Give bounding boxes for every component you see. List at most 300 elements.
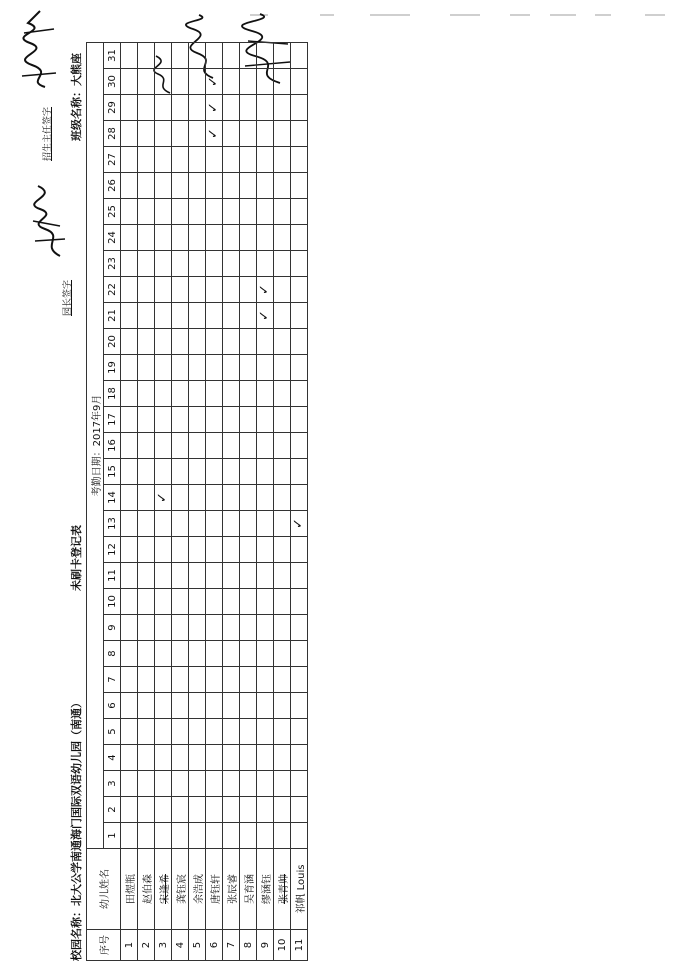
day-cell <box>121 173 138 199</box>
day-cell <box>240 303 257 329</box>
day-cell <box>189 355 206 381</box>
row-seq: 6 <box>206 930 223 961</box>
day-header: 14 <box>104 485 121 511</box>
day-cell <box>291 615 308 641</box>
day-header: 12 <box>104 537 121 563</box>
child-name: 唐钰轩 <box>206 849 223 930</box>
day-cell <box>291 537 308 563</box>
day-cell <box>155 95 172 121</box>
day-cell <box>172 719 189 745</box>
day-cell <box>189 459 206 485</box>
day-cell <box>223 563 240 589</box>
check-mark: ✓ <box>291 518 306 529</box>
day-cell <box>138 381 155 407</box>
day-cell <box>155 381 172 407</box>
day-cell <box>172 823 189 849</box>
day-cell <box>291 745 308 771</box>
day-cell <box>121 433 138 459</box>
child-name: 张青帅 <box>274 849 291 930</box>
day-cell <box>155 121 172 147</box>
day-cell <box>274 69 291 95</box>
day-cell <box>121 693 138 719</box>
day-cell <box>189 771 206 797</box>
day-cell <box>240 355 257 381</box>
row-seq: 2 <box>138 930 155 961</box>
day-cell <box>274 407 291 433</box>
day-cell <box>206 589 223 615</box>
table-row <box>172 43 189 961</box>
day-cell <box>291 199 308 225</box>
day-cell <box>274 251 291 277</box>
day-cell <box>155 667 172 693</box>
day-cell <box>223 199 240 225</box>
day-cell <box>240 719 257 745</box>
row-seq: 11 <box>291 930 308 961</box>
day-cell <box>257 433 274 459</box>
day-cell <box>240 511 257 537</box>
day-cell <box>223 641 240 667</box>
day-cell <box>274 797 291 823</box>
day-cell <box>121 95 138 121</box>
child-name: 赵伯森 <box>138 849 155 930</box>
day-cell <box>240 693 257 719</box>
day-cell <box>138 745 155 771</box>
day-cell <box>121 667 138 693</box>
header-row <box>87 43 104 961</box>
day-cell <box>138 225 155 251</box>
day-cell <box>189 251 206 277</box>
day-cell <box>138 823 155 849</box>
day-cell <box>291 719 308 745</box>
seq-header: 序号 <box>87 930 121 961</box>
day-cell <box>257 95 274 121</box>
day-cell <box>274 303 291 329</box>
day-cell <box>138 199 155 225</box>
day-cell <box>206 641 223 667</box>
check-mark: ✓ <box>257 310 272 321</box>
day-cell <box>172 433 189 459</box>
day-cell <box>257 693 274 719</box>
day-cell <box>206 797 223 823</box>
day-cell <box>121 407 138 433</box>
day-cell <box>138 589 155 615</box>
day-cell <box>172 667 189 693</box>
day-cell-checked <box>257 303 274 329</box>
day-cell <box>240 199 257 225</box>
day-cell <box>138 537 155 563</box>
day-cell <box>121 121 138 147</box>
day-cell <box>172 407 189 433</box>
day-header: 28 <box>104 121 121 147</box>
day-cell <box>274 225 291 251</box>
day-cell <box>189 43 206 69</box>
day-cell <box>223 225 240 251</box>
day-cell <box>291 459 308 485</box>
day-cell <box>257 589 274 615</box>
day-cell <box>257 667 274 693</box>
day-cell <box>206 407 223 433</box>
day-header: 11 <box>104 563 121 589</box>
day-cell <box>274 381 291 407</box>
row-seq: 1 <box>121 930 138 961</box>
day-header: 9 <box>104 615 121 641</box>
day-cell <box>172 641 189 667</box>
day-cell <box>189 511 206 537</box>
day-cell <box>223 511 240 537</box>
day-cell <box>223 69 240 95</box>
day-cell <box>155 199 172 225</box>
day-cell <box>257 147 274 173</box>
day-header: 23 <box>104 251 121 277</box>
day-cell <box>257 355 274 381</box>
admissions-signature <box>20 6 60 91</box>
day-cell <box>240 95 257 121</box>
day-cell <box>223 355 240 381</box>
day-cell <box>257 251 274 277</box>
day-cell <box>189 719 206 745</box>
day-cell <box>155 43 172 69</box>
check-mark: ✓ <box>206 102 221 113</box>
day-cell <box>172 589 189 615</box>
day-cell <box>206 745 223 771</box>
day-cell <box>257 121 274 147</box>
day-cell <box>189 95 206 121</box>
day-cell <box>189 329 206 355</box>
day-cell <box>206 511 223 537</box>
day-cell <box>223 147 240 173</box>
day-cell <box>223 771 240 797</box>
admissions-sign-label: 招生主任签字 <box>43 106 53 161</box>
day-cell <box>172 485 189 511</box>
day-cell <box>274 771 291 797</box>
day-cell <box>206 355 223 381</box>
table-row <box>189 43 206 961</box>
day-cell <box>155 511 172 537</box>
day-cell <box>155 641 172 667</box>
day-cell <box>189 381 206 407</box>
child-name: 田煜瓶 <box>121 849 138 930</box>
day-cell <box>121 745 138 771</box>
date-label: 考勤日期：2017年9月 <box>87 43 104 849</box>
day-cell <box>257 563 274 589</box>
form-title: 未刷卡登记表 <box>70 525 83 591</box>
day-cell <box>257 329 274 355</box>
day-cell <box>291 355 308 381</box>
day-cell <box>240 485 257 511</box>
day-cell <box>274 199 291 225</box>
day-cell <box>240 589 257 615</box>
day-header: 29 <box>104 95 121 121</box>
row-seq: 9 <box>257 930 274 961</box>
day-cell <box>138 69 155 95</box>
day-cell <box>240 173 257 199</box>
day-cell <box>257 69 274 95</box>
day-cell <box>121 199 138 225</box>
day-cell <box>155 329 172 355</box>
day-cell-checked <box>206 95 223 121</box>
day-cell <box>291 381 308 407</box>
day-cell <box>206 693 223 719</box>
day-cell <box>189 563 206 589</box>
day-header: 1 <box>104 823 121 849</box>
day-cell <box>138 147 155 173</box>
day-cell <box>257 459 274 485</box>
day-cell <box>189 615 206 641</box>
check-mark: ✓ <box>155 492 170 503</box>
day-cell <box>172 355 189 381</box>
day-cell <box>189 589 206 615</box>
day-cell <box>257 485 274 511</box>
day-cell <box>121 485 138 511</box>
day-cell <box>223 303 240 329</box>
day-cell <box>223 745 240 771</box>
day-header: 31 <box>104 43 121 69</box>
table-row <box>223 43 240 961</box>
day-cell-checked <box>257 277 274 303</box>
day-cell <box>206 251 223 277</box>
day-cell <box>240 459 257 485</box>
day-cell <box>240 381 257 407</box>
day-cell-checked <box>155 485 172 511</box>
day-header: 3 <box>104 771 121 797</box>
child-name: 张辰睿 <box>223 849 240 930</box>
day-cell <box>257 771 274 797</box>
day-cell <box>155 251 172 277</box>
day-cell <box>240 771 257 797</box>
day-cell <box>172 329 189 355</box>
day-cell <box>206 615 223 641</box>
day-cell <box>206 225 223 251</box>
day-cell <box>138 277 155 303</box>
day-cell <box>121 251 138 277</box>
child-name: 祁帆 Louis <box>291 849 308 930</box>
table-row <box>121 43 138 961</box>
day-cell <box>138 667 155 693</box>
day-cell <box>291 277 308 303</box>
day-cell <box>240 563 257 589</box>
day-cell <box>189 173 206 199</box>
day-header: 13 <box>104 511 121 537</box>
day-cell <box>206 667 223 693</box>
day-cell <box>206 823 223 849</box>
class-name: 班级名称：大熊座 <box>70 53 83 141</box>
day-cell <box>155 173 172 199</box>
day-header: 27 <box>104 147 121 173</box>
day-cell <box>155 797 172 823</box>
day-cell <box>223 459 240 485</box>
day-cell <box>138 251 155 277</box>
day-cell <box>121 719 138 745</box>
day-cell <box>172 225 189 251</box>
day-cell <box>206 329 223 355</box>
row-seq: 5 <box>189 930 206 961</box>
day-cell <box>274 277 291 303</box>
row-seq: 3 <box>155 930 172 961</box>
day-cell <box>291 563 308 589</box>
day-cell <box>121 589 138 615</box>
day-cell <box>138 615 155 641</box>
day-cell <box>257 641 274 667</box>
day-cell <box>291 173 308 199</box>
day-cell <box>291 771 308 797</box>
day-cell <box>291 485 308 511</box>
day-cell <box>223 173 240 199</box>
day-cell <box>155 589 172 615</box>
row-seq: 8 <box>240 930 257 961</box>
day-cell <box>206 147 223 173</box>
day-header: 6 <box>104 693 121 719</box>
day-cell <box>291 407 308 433</box>
day-cell <box>274 667 291 693</box>
check-mark: ✓ <box>206 128 221 139</box>
principal-sign-label: 园长签字 <box>63 279 73 316</box>
day-cell <box>291 693 308 719</box>
table-row <box>155 43 172 961</box>
day-cell <box>223 277 240 303</box>
day-cell <box>121 303 138 329</box>
day-cell <box>257 537 274 563</box>
table-row <box>206 43 223 961</box>
day-cell <box>223 823 240 849</box>
day-cell <box>155 433 172 459</box>
day-cell <box>291 147 308 173</box>
day-cell <box>138 121 155 147</box>
principal-signature <box>30 181 70 261</box>
day-header: 26 <box>104 173 121 199</box>
day-cell <box>274 147 291 173</box>
day-cell <box>206 563 223 589</box>
day-cell <box>291 69 308 95</box>
day-cell <box>138 511 155 537</box>
day-cell <box>206 719 223 745</box>
day-cell <box>291 433 308 459</box>
day-header: 22 <box>104 277 121 303</box>
day-cell <box>291 251 308 277</box>
day-cell <box>138 693 155 719</box>
day-cell <box>138 407 155 433</box>
row-seq: 7 <box>223 930 240 961</box>
day-cell <box>189 485 206 511</box>
day-header: 20 <box>104 329 121 355</box>
day-cell <box>172 459 189 485</box>
day-cell <box>223 719 240 745</box>
day-cell <box>240 277 257 303</box>
day-cell <box>257 225 274 251</box>
day-cell <box>189 693 206 719</box>
day-cell <box>138 641 155 667</box>
day-cell <box>223 537 240 563</box>
day-cell <box>172 199 189 225</box>
day-cell <box>274 459 291 485</box>
day-cell <box>121 823 138 849</box>
child-name: 余浩成 <box>189 849 206 930</box>
day-header: 16 <box>104 433 121 459</box>
day-cell <box>291 589 308 615</box>
day-cell <box>206 771 223 797</box>
day-cell <box>274 823 291 849</box>
day-cell <box>274 329 291 355</box>
day-cell-checked <box>291 511 308 537</box>
day-cell <box>138 95 155 121</box>
day-cell <box>155 225 172 251</box>
day-cell <box>138 303 155 329</box>
day-cell <box>274 589 291 615</box>
day-cell <box>189 69 206 95</box>
day-cell <box>206 537 223 563</box>
day-cell <box>223 589 240 615</box>
day-cell <box>240 433 257 459</box>
day-cell <box>240 43 257 69</box>
day-cell <box>172 95 189 121</box>
day-header: 2 <box>104 797 121 823</box>
day-cell <box>155 745 172 771</box>
table-row <box>257 43 274 961</box>
day-cell <box>172 251 189 277</box>
day-cell <box>291 303 308 329</box>
day-cell <box>155 407 172 433</box>
day-cell <box>240 69 257 95</box>
day-cell <box>223 329 240 355</box>
day-cell <box>155 693 172 719</box>
day-header: 30 <box>104 69 121 95</box>
day-cell <box>189 537 206 563</box>
day-cell <box>274 719 291 745</box>
day-cell <box>189 225 206 251</box>
day-cell <box>172 121 189 147</box>
day-cell <box>223 797 240 823</box>
day-header: 8 <box>104 641 121 667</box>
day-cell <box>138 329 155 355</box>
day-cell <box>155 303 172 329</box>
day-cell <box>291 121 308 147</box>
table-row <box>138 43 155 961</box>
day-cell <box>274 511 291 537</box>
day-cell <box>189 667 206 693</box>
day-cell <box>274 641 291 667</box>
day-cell <box>223 433 240 459</box>
table-row <box>291 43 308 961</box>
day-cell <box>189 199 206 225</box>
name-header: 幼儿姓名 <box>87 849 121 930</box>
day-cell <box>223 693 240 719</box>
day-cell <box>121 537 138 563</box>
school-name: 校园名称：北大公学南通海门国际双语幼儿园（南通） <box>70 697 83 961</box>
day-cell <box>274 693 291 719</box>
day-cell <box>257 615 274 641</box>
day-cell <box>172 147 189 173</box>
day-cell <box>155 355 172 381</box>
day-cell <box>189 277 206 303</box>
day-cell-checked <box>206 121 223 147</box>
day-cell <box>155 69 172 95</box>
day-cell <box>274 615 291 641</box>
day-cell <box>291 823 308 849</box>
day-cell <box>138 485 155 511</box>
day-cell <box>206 433 223 459</box>
day-cell <box>240 641 257 667</box>
day-cell <box>223 615 240 641</box>
day-cell <box>291 797 308 823</box>
day-cell <box>257 719 274 745</box>
check-mark: ✓ <box>206 76 221 87</box>
row-seq: 10 <box>274 930 291 961</box>
day-cell <box>240 121 257 147</box>
day-cell <box>240 745 257 771</box>
day-cell <box>138 355 155 381</box>
table-row <box>240 43 257 961</box>
day-cell <box>291 667 308 693</box>
day-cell <box>274 563 291 589</box>
